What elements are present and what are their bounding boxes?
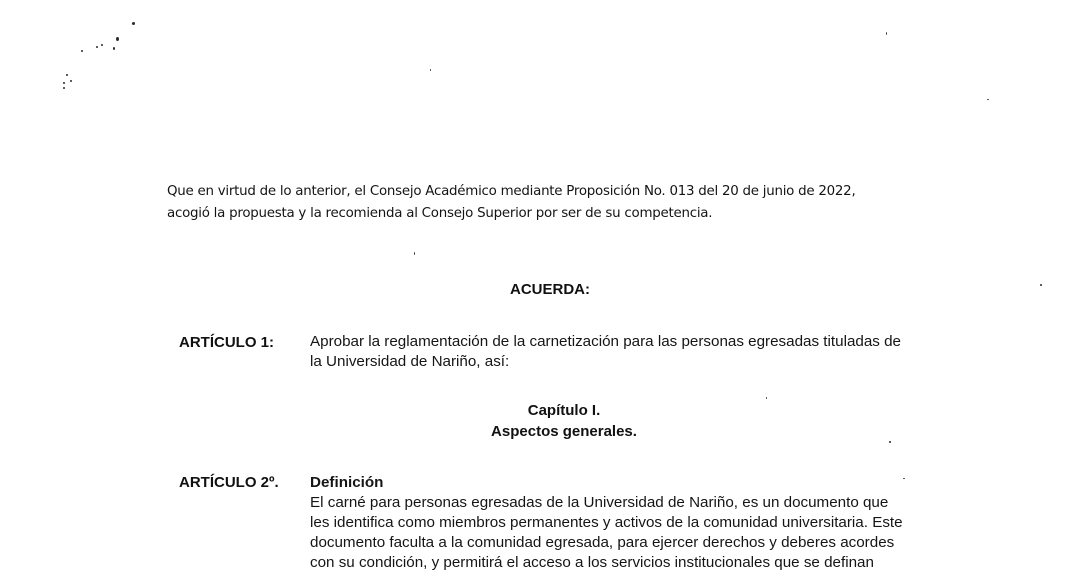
scan-speck: [132, 22, 135, 25]
section-heading: ACUERDA:: [510, 281, 590, 298]
article-1-line: la Universidad de Nariño, así:: [310, 353, 510, 370]
scan-speck: [414, 252, 415, 255]
article-2-line: les identifica como miembros permanentes y activos de la comunidad universitaria. Este: [310, 514, 903, 531]
article-2-line: documento faculta a la comunidad egresada, para ejercer derechos y deberes acordes: [310, 534, 895, 551]
scan-speck: [70, 80, 72, 82]
scan-speck: [987, 99, 989, 100]
scan-speck: [116, 37, 119, 41]
chapter-title: Capítulo I.: [527, 402, 601, 419]
intro-paragraph: [167, 181, 957, 225]
scan-speck: [96, 46, 98, 48]
scan-speck: [101, 44, 103, 46]
article-1-label: ARTÍCULO 1:: [179, 334, 274, 351]
article-2-line: con su condición, y permitirá el acceso a los servicios institucionales que se definan: [310, 554, 874, 571]
scan-speck: [886, 32, 887, 35]
scan-speck: [63, 87, 65, 89]
chapter-heading: [0, 400, 1068, 442]
intro-line: acogió la propuesta y la recomienda al Consejo Superior por ser de su competencia.: [167, 206, 713, 221]
chapter-subtitle: Aspectos generales.: [491, 423, 637, 440]
article-1-body: [310, 332, 952, 372]
article-2-title: Definición: [310, 474, 384, 491]
scan-speck: [766, 397, 767, 399]
scan-speck: [66, 74, 68, 76]
article-2-body: [310, 473, 952, 573]
article-2-label: ARTÍCULO 2º.: [179, 474, 279, 491]
scan-speck: [430, 69, 431, 71]
scan-speck: [81, 50, 83, 52]
intro-line: Que en virtud de lo anterior, el Consejo Académico mediante Proposición No. 013 del 20 de junio de 2022,: [167, 184, 856, 199]
article-1-line: Aprobar la reglamentación de la carnetización para las personas egresadas tituladas de: [310, 333, 901, 350]
article-2-line: El carné para personas egresadas de la Universidad de Nariño, es un documento que: [310, 494, 889, 511]
scan-speck: [113, 47, 115, 50]
scan-speck: [63, 82, 65, 84]
